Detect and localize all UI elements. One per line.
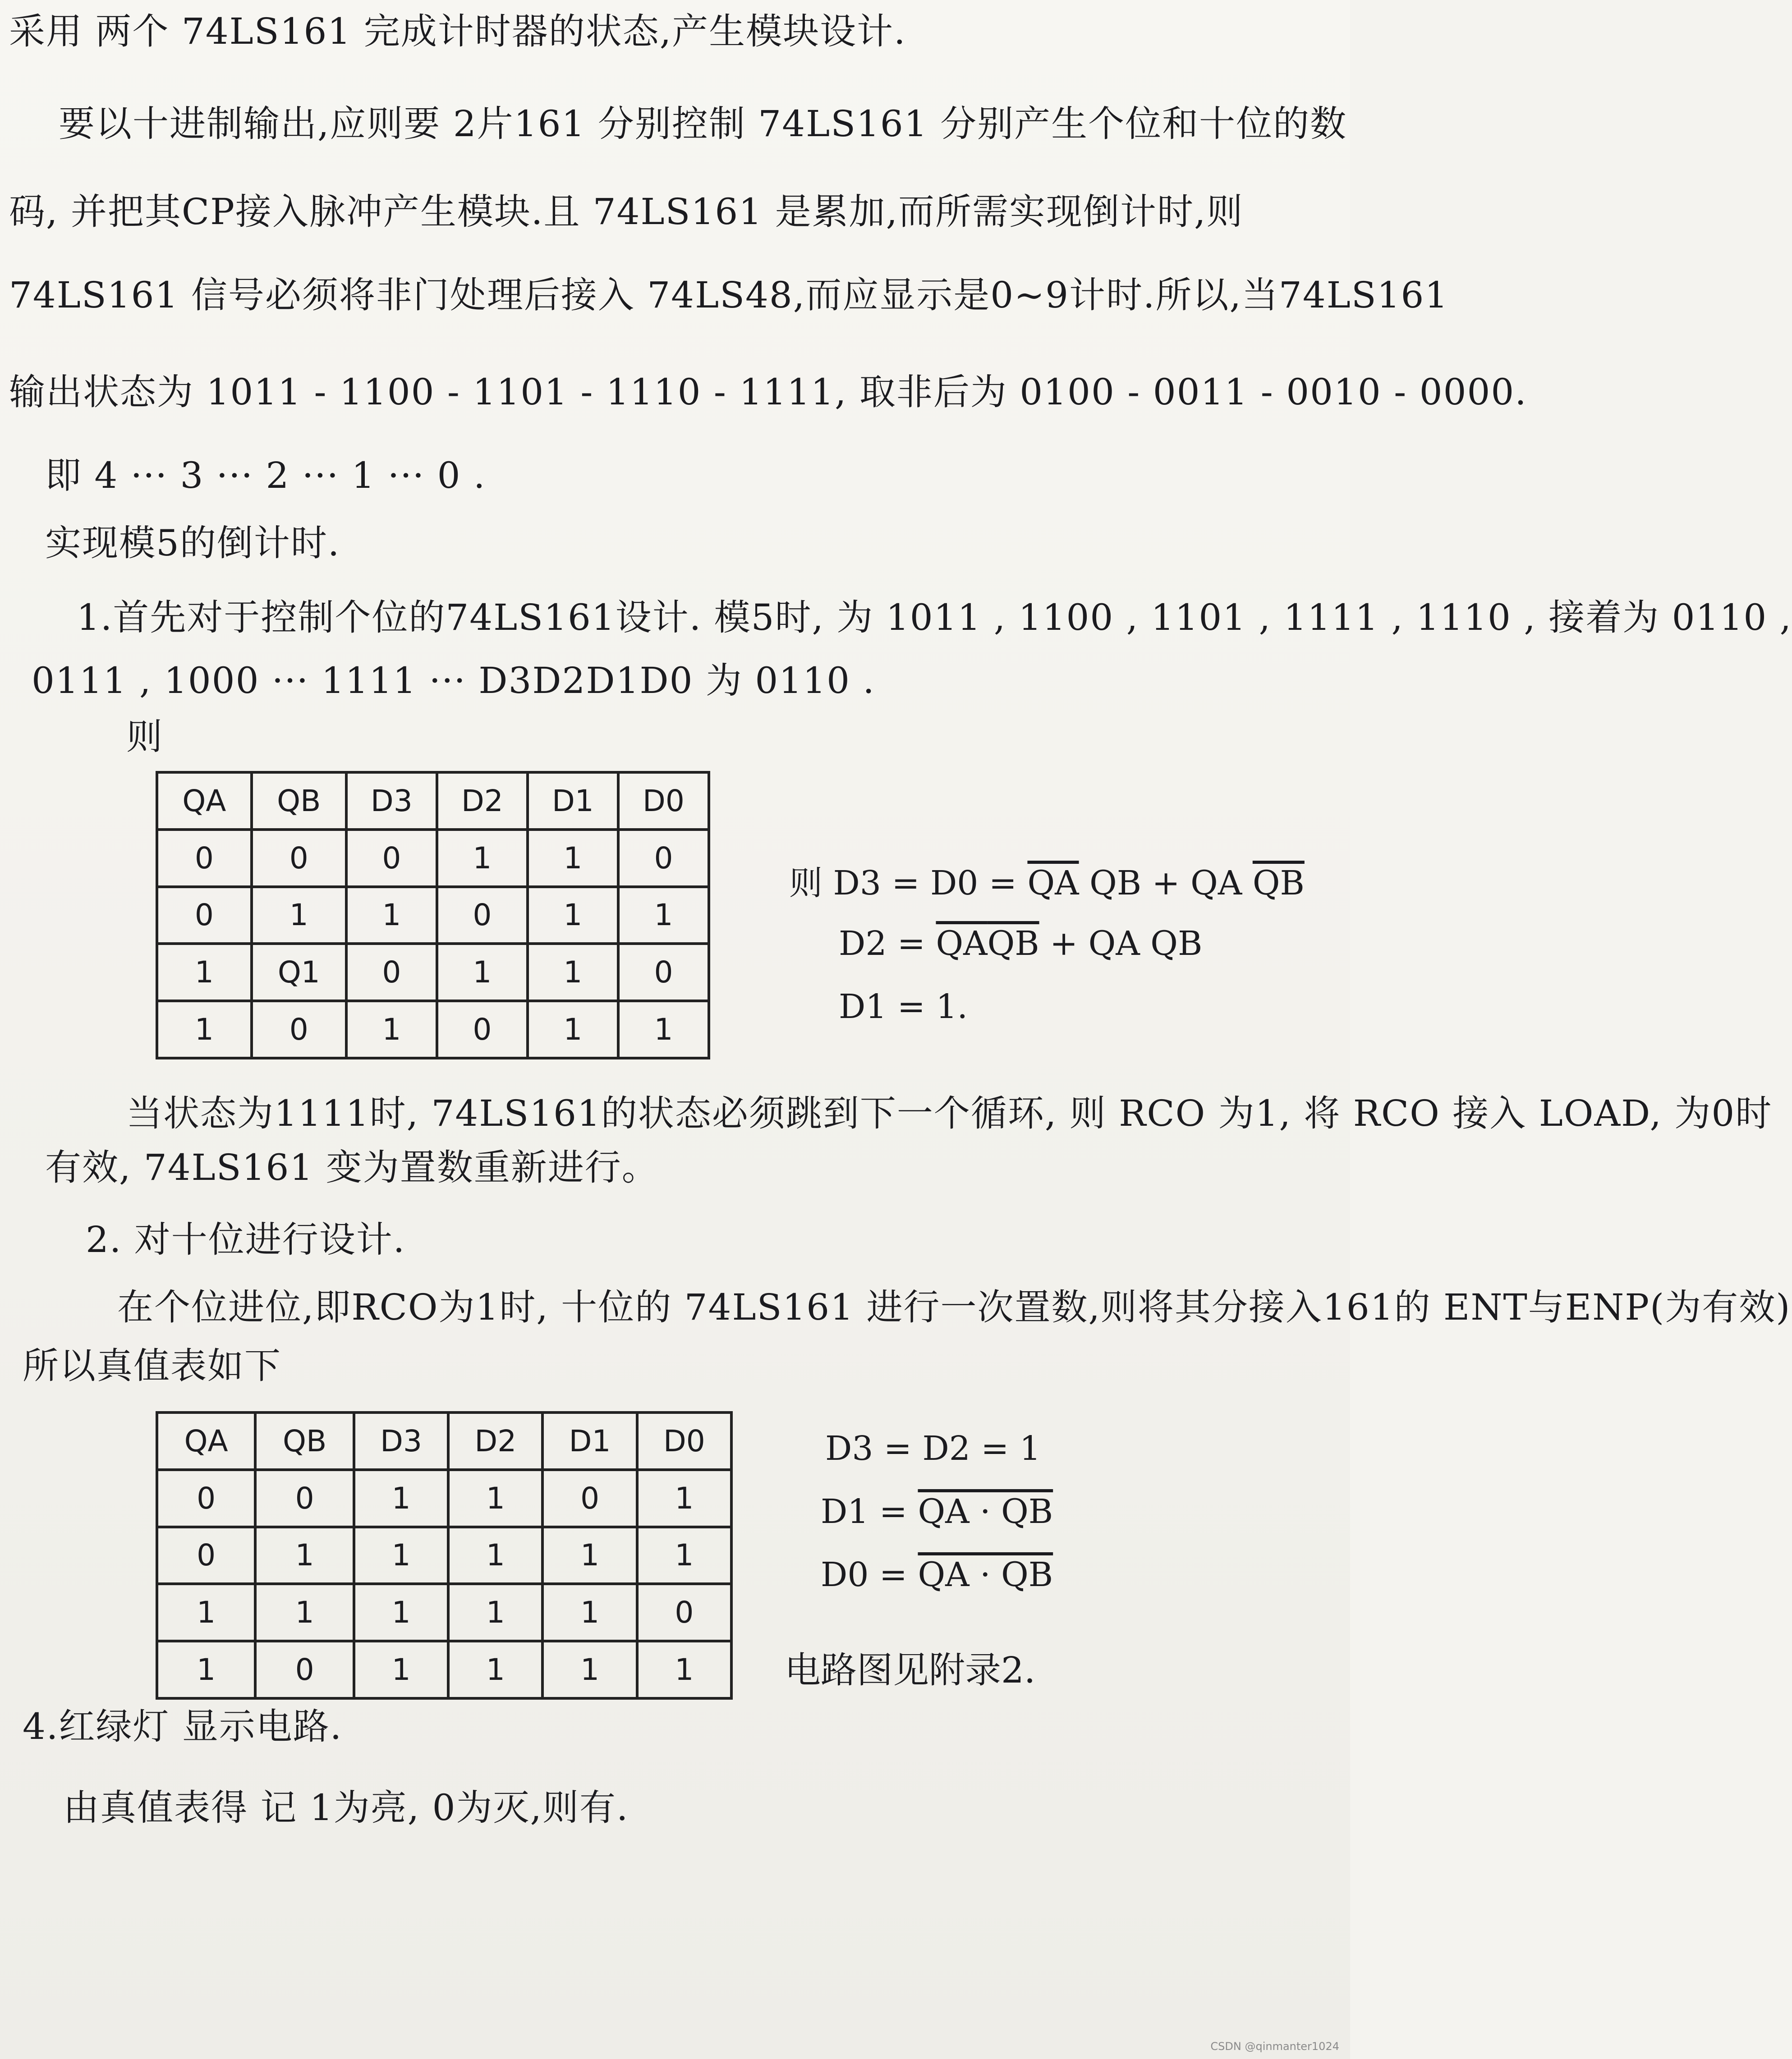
table-cell: 1 xyxy=(637,1527,731,1584)
table-row xyxy=(157,1527,731,1584)
table-row xyxy=(157,1001,709,1058)
table-cell: 1 xyxy=(637,1641,731,1698)
table-cell: 0 xyxy=(637,1584,731,1641)
table-cell: 1 xyxy=(255,1584,354,1641)
table-header-cell: QB xyxy=(252,772,346,830)
text-line-3: 码, 并把其CP接入脉冲产生模块.且 74LS161 是累加,而所需实现倒计时,则 xyxy=(9,191,1244,233)
text-line-5: 输出状态为 1011 - 1100 - 1101 - 1110 - 1111, 取非后为 0100 - 0011 - 0010 - 0000. xyxy=(9,371,1527,413)
text-line-18: 由真值表得 记 1为亮, 0为灭,则有. xyxy=(63,1787,629,1829)
formula-d0-b: D0 = QA · QB xyxy=(821,1555,1053,1594)
table-cell: 1 xyxy=(528,1001,618,1058)
table-header-cell: D0 xyxy=(637,1412,731,1470)
table-cell: 1 xyxy=(528,830,618,887)
text-line-10: 则 xyxy=(126,716,163,758)
text-line-17: 4.红绿灯 显示电路. xyxy=(23,1706,343,1747)
table-cell: 0 xyxy=(252,830,346,887)
table-cell: 0 xyxy=(157,1527,255,1584)
table-header-cell: D1 xyxy=(528,772,618,830)
circuit-note: 电路图见附录2. xyxy=(785,1649,1036,1691)
table-header-cell: D2 xyxy=(448,1412,542,1470)
table-cell: 0 xyxy=(157,887,252,944)
table-header-cell: QA xyxy=(157,1412,255,1470)
table-cell: 1 xyxy=(618,1001,709,1058)
table-row xyxy=(157,944,709,1001)
text-line-7: 实现模5的倒计时. xyxy=(45,522,340,564)
table-header-cell: D3 xyxy=(346,772,437,830)
text-line-15: 所以真值表如下 xyxy=(23,1345,281,1387)
formula-d2: $D2 = \overline{QA}\overline{QB}$ + QA QB xyxy=(839,924,1203,963)
text-line-1: 采用 两个 74LS161 完成计时器的状态,产生模块设计. xyxy=(9,10,906,52)
table-cell: 1 xyxy=(157,1001,252,1058)
text-line-2: 要以十进制输出,应则要 2片161 分别控制 74LS161 分别产生个位和十位的数 xyxy=(59,103,1347,145)
table-cell: Q1 xyxy=(252,944,346,1001)
table-cell: 1 xyxy=(637,1470,731,1527)
table-cell: 0 xyxy=(437,1001,528,1058)
table-header-cell: D3 xyxy=(354,1412,448,1470)
table-header-row xyxy=(157,1412,731,1470)
table-cell: 1 xyxy=(542,1641,637,1698)
table-row xyxy=(157,830,709,887)
text-line-6: 即 4 ··· 3 ··· 2 ··· 1 ··· 0 . xyxy=(45,454,486,496)
text-line-12: 有效, 74LS161 变为置数重新进行。 xyxy=(45,1146,659,1188)
table-header-cell: QA xyxy=(157,772,252,830)
table-header-cell: D2 xyxy=(437,772,528,830)
truth-table-1 xyxy=(156,771,710,1059)
table-header-cell: D0 xyxy=(618,772,709,830)
table-cell: 1 xyxy=(542,1527,637,1584)
text-line-9: 0111 , 1000 ··· 1111 ··· D3D2D1D0 为 0110 . xyxy=(32,660,875,702)
table-cell: 1 xyxy=(255,1527,354,1584)
table-cell: 1 xyxy=(252,887,346,944)
table-cell: 0 xyxy=(346,830,437,887)
table-header-cell: QB xyxy=(255,1412,354,1470)
table-cell: 0 xyxy=(157,830,252,887)
text-line-14: 在个位进位,即RCO为1时, 十位的 74LS161 进行一次置数,则将其分接入161的 ENT与ENP(为有效) xyxy=(117,1286,1791,1328)
watermark: CSDN @qinmanter1024 xyxy=(1210,2040,1339,2053)
text-line-8: 1.首先对于控制个位的74LS161设计. 模5时, 为 1011 , 1100 , 1101 , 1111 , 1110 , 接着为 0110 , xyxy=(77,596,1792,638)
table-row xyxy=(157,1470,731,1527)
table-cell: 1 xyxy=(354,1470,448,1527)
text-line-4: 74LS161 信号必须将非门处理后接入 74LS48,而应显示是0~9计时.所以,当74LS161 xyxy=(9,274,1449,316)
table-cell: 1 xyxy=(354,1641,448,1698)
table-row xyxy=(157,1584,731,1641)
table-cell: 1 xyxy=(448,1641,542,1698)
text-line-11: 当状态为1111时, 74LS161的状态必须跳到下一个循环, 则 RCO 为1, 将 RCO 接入 LOAD, 为0时 xyxy=(126,1092,1773,1134)
truth-table-2 xyxy=(156,1411,733,1700)
table-cell: 1 xyxy=(528,887,618,944)
table-row xyxy=(157,1641,731,1698)
table-cell: 0 xyxy=(346,944,437,1001)
table-cell: 1 xyxy=(354,1527,448,1584)
table-cell: 1 xyxy=(157,1641,255,1698)
table-cell: 0 xyxy=(252,1001,346,1058)
table-cell: 1 xyxy=(346,887,437,944)
text-line-13: 2. 对十位进行设计. xyxy=(86,1219,406,1261)
formula-d3-d0: 则 $D3 = D0 = \overline{QA}$ QB + QA $\overline{QB}$ xyxy=(789,864,1305,903)
table-cell: 1 xyxy=(437,944,528,1001)
table-header-cell: D1 xyxy=(542,1412,637,1470)
formula-d1-b: D1 = QA · QB xyxy=(821,1492,1053,1531)
table-cell: 1 xyxy=(448,1527,542,1584)
table-cell: 0 xyxy=(157,1470,255,1527)
table-row xyxy=(157,887,709,944)
table-cell: 1 xyxy=(448,1470,542,1527)
formula-d1: D1 = 1. xyxy=(839,987,968,1026)
table-cell: 1 xyxy=(437,830,528,887)
formula-d3-d2: D3 = D2 = 1 xyxy=(825,1429,1041,1468)
table-cell: 1 xyxy=(157,944,252,1001)
table-header-row xyxy=(157,772,709,830)
table-cell: 0 xyxy=(255,1641,354,1698)
table-cell: 1 xyxy=(528,944,618,1001)
table-cell: 0 xyxy=(618,944,709,1001)
table-cell: 0 xyxy=(542,1470,637,1527)
table-cell: 1 xyxy=(542,1584,637,1641)
table-cell: 1 xyxy=(157,1584,255,1641)
table-cell: 0 xyxy=(618,830,709,887)
table-cell: 1 xyxy=(354,1584,448,1641)
table-cell: 0 xyxy=(437,887,528,944)
table-cell: 1 xyxy=(448,1584,542,1641)
table-cell: 1 xyxy=(618,887,709,944)
table-cell: 1 xyxy=(346,1001,437,1058)
table-cell: 0 xyxy=(255,1470,354,1527)
